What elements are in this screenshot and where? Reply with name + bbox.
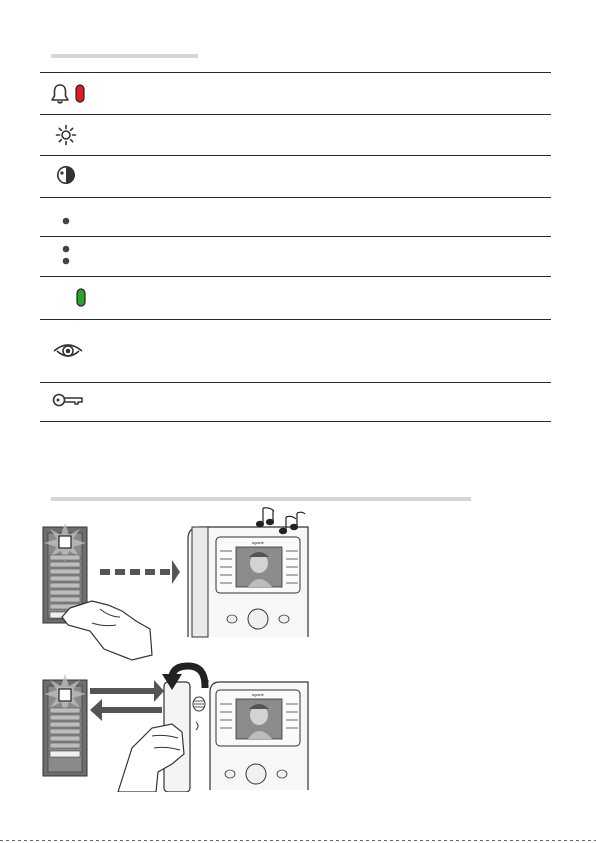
monitor-brand: agaele bbox=[251, 692, 265, 697]
table-rule bbox=[40, 72, 551, 73]
single-dot-icon bbox=[62, 212, 70, 220]
red-led-icon bbox=[75, 84, 85, 103]
table-rule bbox=[40, 155, 551, 156]
table-rule bbox=[40, 421, 551, 422]
green-led-icon bbox=[76, 288, 86, 307]
table-rule bbox=[40, 114, 551, 115]
key-icon bbox=[52, 392, 84, 408]
entrance-panel-drawing bbox=[43, 674, 87, 776]
page-cut-line bbox=[0, 840, 596, 841]
table-rule bbox=[40, 319, 551, 320]
section-header-bar bbox=[51, 54, 198, 58]
two-way-arrow bbox=[90, 680, 164, 721]
table-rule bbox=[40, 382, 551, 383]
answer-illustration bbox=[40, 652, 310, 792]
contrast-icon bbox=[56, 165, 76, 185]
monitor-drawing bbox=[210, 682, 308, 790]
monitor-brand: agaele bbox=[251, 540, 265, 545]
call-illustration bbox=[40, 505, 310, 667]
monitor-drawing bbox=[188, 527, 308, 637]
double-dot-icon bbox=[62, 245, 70, 265]
dashed-arrow bbox=[100, 560, 180, 584]
table-rule bbox=[40, 197, 551, 198]
table-rule bbox=[40, 276, 551, 277]
section-header-bar bbox=[51, 497, 471, 501]
table-rule bbox=[40, 236, 551, 237]
brightness-icon bbox=[55, 124, 77, 146]
bell-icon bbox=[50, 83, 70, 105]
eye-icon bbox=[52, 340, 84, 362]
